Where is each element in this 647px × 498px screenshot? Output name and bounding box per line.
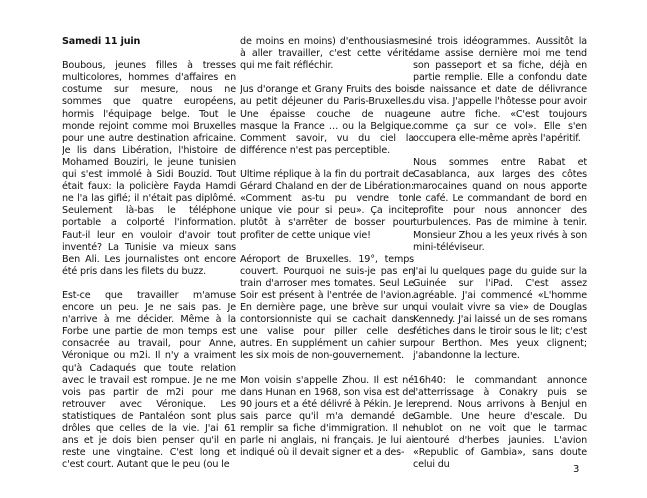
paragraph: Ultime réplique à la fin du portrait de Gérard Chaland en der de Libération: «Comment as-tu pu vendre ton unique vie pour si peu». Ça incite plutôt à s'arrêter de bosser pour profiter de cette unique vie! [240, 169, 414, 241]
paragraph: siné trois idéogrammes. Aussitôt la dame assise dernière moi me tend son passeport et sa fiche, déjà en partie remplie. Elle a confondu date de naissance et date de délivrance du visa. J'appelle l'hôtesse pour avoir une autre fiche. «C'est toujours comme ça sur ce vol». Elle s'en occupera elle-même après l'apéritif. [413, 36, 587, 144]
paragraph: 16h40: le commandant annonce l'atterrissage à Conakry puis se reprend. Nous arrivons à Benjul en Gamble. Une heure d'escale. Du hublot on ne voit que le tarmac entouré d'herbes jaunies. L'avion «Republic of Gambia», sans doute celui du [413, 374, 587, 471]
paragraph: de moins en moins) d'enthousiasme à aller travailler, c'est cette vérité qui me fait réfléchir. [240, 36, 414, 72]
page-number: 3 [573, 464, 580, 475]
text-column-3 [413, 36, 587, 478]
text-column-1 [62, 36, 236, 478]
paragraph: Jus d'orange et Grany Fruits des bois au petit déjeuner du Paris-Bruxelles. Une épaisse couche de nuage masque la France … ou la Belgique. Comment savoir, vu du ciel la différence n'est pas perceptible. [240, 84, 414, 156]
paragraph: Mon voisin s'appelle Zhou. Il est né dans Hunan en 1968, son visa est de 90 jours et a été délivré à Pékin. Je le sais parce qu'il m'a demandé de remplir sa fiche d'immigration. Il ne parle ni anglais, ni français. Je lui ai indiqué où il devait signer et a des- [240, 374, 414, 459]
paragraph: J'ai lu quelques page du guide sur la Guinée sur l'iPad. C'est assez agréable. J'ai commencé «L'homme qui voulait vivre sa vie» de Douglas Kennedy. J'ai laissé un de ses romans fétiches dans le tiroir sous le lit; c'est pour Berthon. Mes yeux clignent; j'abandonne la lecture. [413, 265, 587, 362]
text-column-2 [240, 36, 414, 478]
paragraph: Est-ce que travailler m'amuse encore un peu. Je ne sais pas. Je n'arrive à me décider. Même à la Forbe une partie de mon temps est consacrée au travail, pour Anne, Véronique ou m2i. Il n'y a vraiment qu'à Cadaqués que toute relation avec le travail est rompue. Je ne me vois pas partir de m2i pour me retrouver avec Véronique. Les statistiques de Pantaléon sont plus drôles que celles de la vie. J'ai 61 ans et je dois bien penser qu'il en reste une vingtaine. C'est long et c'est court. Autant que le peu (ou le [62, 289, 236, 471]
paragraph: Nous sommes entre Rabat et Casablanca, aux larges des côtes marocaines quand on nous apporte le café. Le commandant de bord en profite pour nous annoncer des turbulences. Pas de mimine à tenir. Monsieur Zhou a les yeux rivés à son mini-téléviseur. [413, 156, 587, 253]
paragraph: Aéroport de Bruxelles. 19°, temps couvert. Pourquoi ne suis-je pas en train d'arroser mes tomates. Seul Le Soir est présent à l'entrée de l'avion. En dernière page, une brève sur un contorsionniste qui se cachait dans une valise pour piller celle des autres. En supplément un cahier sur les six mois de non-gouvernement. [240, 253, 414, 362]
date-heading: Samedi 11 juin [62, 36, 141, 47]
paragraph: Boubous, jeunes filles à tresses multicolores, hommes d'affaires en costume sur mesure, nous ne sommes que quatre européens, hormis l'équipage belge. Tout le monde rejoint comme moi Bruxelles pour une autre destination africaine. Je lis dans Libération, l'histoire de Mohamed Bouziri, le jeune tunisien qui s'est immolé à Sidi Bouzid. Tout était faux: la policière Fayda Hamdi ne l'a las giflé; il n'était pas diplômé. Seulement là-bas le téléphone portable a colporté l'information. Faut-il leur en vouloir d'avoir tout inventé? La Tunisie va mieux sans Ben Ali. Les journalistes ont encore été pris dans les filets du buzz. [62, 60, 236, 277]
